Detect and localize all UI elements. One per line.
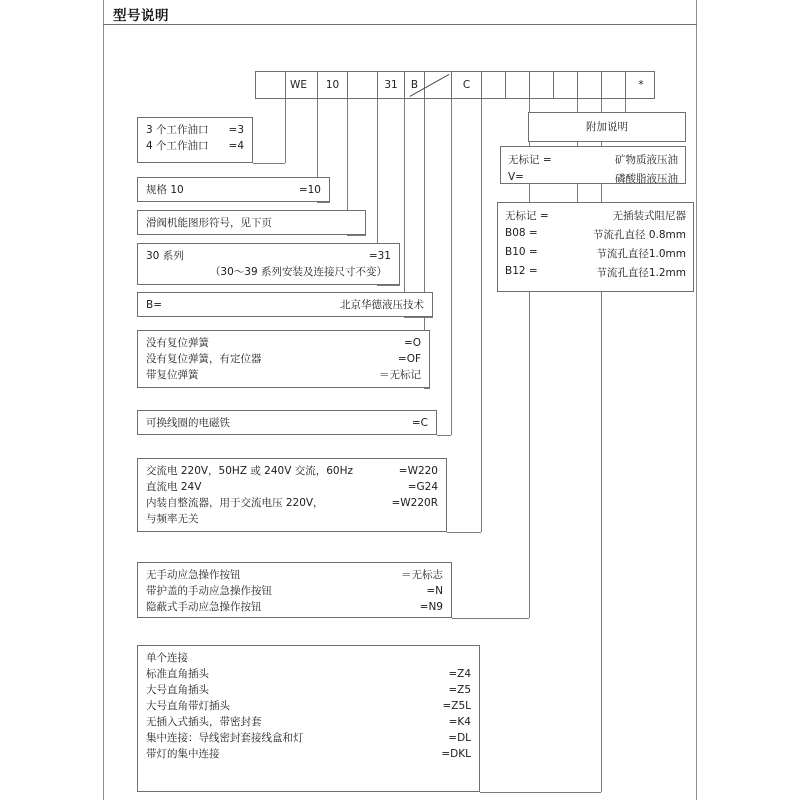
model-code-cell: B [405,72,425,98]
legend-row [508,152,678,171]
legend-label: 大号直角带灯插头 [146,700,230,712]
legend-row [146,463,438,479]
legend-label: 没有复位弹簧，有定位器 [146,353,262,365]
legend-row [146,682,471,698]
legend-row [146,335,421,351]
legend-code: ＝无标志 [401,569,443,581]
legend-code: ＝无标记 [379,369,421,381]
model-code-cell: 10 [318,72,348,98]
legend-box-return-spring [137,330,430,388]
legend-row [146,479,438,495]
legend-row [146,248,391,264]
legend-row [505,246,686,265]
legend-title: 附加说明 [586,121,628,133]
legend-row [146,746,471,762]
legend-code: =10 [298,184,321,196]
legend-row [146,730,471,746]
legend-box-series [137,243,400,285]
legend-box-size [137,177,330,202]
legend-subnote: （30～39 系列安装及连接尺寸不变） [209,266,387,278]
model-code-cell [348,72,378,98]
leader-horizontal [347,235,366,236]
model-code-cell [602,72,626,98]
legend-code: =Z5 [448,684,471,696]
legend-box-connector [137,645,480,792]
leader-horizontal [452,618,529,619]
model-code-cell [506,72,530,98]
legend-code: =N [426,585,443,597]
legend-row [146,297,424,313]
legend-box-spool-symbol [137,210,366,235]
legend-row [146,698,471,714]
legend-row [146,415,428,431]
page-title: 型号说明 [113,8,169,24]
legend-row [508,171,678,190]
legend-label: B12 = [505,265,538,277]
legend-label: 交流电 220V，50HZ 或 240V 交流，60Hz [146,465,354,477]
legend-label: 标准直角插头 [146,668,209,680]
leader-horizontal [317,202,330,203]
legend-box-manufacturer [137,292,433,317]
legend-label: 无标记 = [505,210,549,222]
legend-box-additional-note [528,112,686,142]
legend-label: 直流电 24V [146,481,202,493]
legend-label: 30 系列 [146,250,184,262]
model-code-cell: WE [286,72,318,98]
leader-horizontal [253,163,285,164]
legend-box-solenoid [137,410,437,435]
legend-code: 北京华德液压技术 [340,299,424,311]
legend-row [146,567,443,583]
legend-row [146,215,357,231]
legend-label: 大号直角插头 [146,684,209,696]
legend-row [146,511,438,527]
model-code-cell [578,72,602,98]
leader-horizontal [437,435,451,436]
legend-row [146,495,438,511]
header-divider [103,24,697,25]
leader-horizontal [404,317,433,318]
leader-vertical [404,99,405,317]
legend-row [505,265,686,284]
legend-label: 内装自整流器，用于交流电压 220V， [146,497,324,509]
legend-code: =OF [397,353,421,365]
model-code-cell: C [452,72,482,98]
legend-code: =31 [368,250,391,262]
legend-box-fluid-type [500,146,686,184]
legend-code: =W220R [391,497,438,509]
legend-value: 节流孔直径 0.8mm [593,229,686,241]
legend-row [505,227,686,246]
leader-vertical [625,99,626,112]
leader-horizontal [447,532,481,533]
legend-box-manual-override [137,562,452,618]
legend-label: 与频率无关 [146,513,199,525]
legend-code: =C [411,417,428,429]
legend-code: =N9 [419,601,443,613]
legend-code: =Z5L [442,700,471,712]
legend-code: =G24 [407,481,438,493]
leader-horizontal [377,285,400,286]
legend-label: 规格 10 [146,184,184,196]
model-code-cell [530,72,554,98]
legend-label: 没有复位弹簧 [146,337,209,349]
legend-code: =W220 [398,465,438,477]
model-code-cell [482,72,506,98]
legend-code: =4 [228,140,244,152]
legend-label: 单个连接 [146,652,188,664]
leader-horizontal [424,388,430,389]
legend-label: 无插入式插头，带密封套 [146,716,262,728]
legend-label: 4 个工作油口 [146,140,209,152]
legend-label: B10 = [505,246,538,258]
legend-row [146,122,244,138]
legend-box-damper [497,202,694,292]
legend-label: 带复位弹簧 [146,369,199,381]
leader-vertical [451,99,452,435]
legend-label: 3 个工作油口 [146,124,209,136]
legend-code: =DKL [441,748,471,760]
legend-label: 带护盖的手动应急操作按钮 [146,585,272,597]
legend-value: 无插装式阻尼器 [612,210,686,222]
legend-value: 磷酸脂液压油 [615,173,678,185]
legend-label: 滑阀机能图形符号，见下页 [146,217,272,229]
legend-row [146,367,421,383]
legend-code: =DL [448,732,471,744]
leader-vertical [481,99,482,532]
legend-label: 集中连接：导线密封套接线盒和灯 [146,732,304,744]
legend-label: B= [146,299,163,311]
legend-box-voltage [137,458,447,532]
legend-label: 隐蔽式手动应急操作按钮 [146,601,262,613]
legend-value: 矿物质液压油 [615,154,678,166]
model-code-cell: * [638,79,644,91]
model-code-cell: 31 [378,72,405,98]
legend-value: 节流孔直径1.0mm [596,248,686,260]
legend-label: V= [508,171,524,183]
model-code-cell [554,72,578,98]
legend-label: 无手动应急操作按钮 [146,569,241,581]
legend-row [146,583,443,599]
model-code-boxes [255,71,655,99]
legend-row [505,208,686,227]
legend-row [146,351,421,367]
legend-label: B08 = [505,227,538,239]
legend-row [146,182,321,198]
legend-row [146,650,471,666]
legend-row [146,138,244,154]
legend-code: =K4 [448,716,471,728]
legend-label: 可换线圈的电磁铁 [146,417,230,429]
legend-code: =O [403,337,421,349]
legend-row [146,666,471,682]
legend-value: 节流孔直径1.2mm [596,267,686,279]
legend-box-ports [137,117,253,163]
legend-row [146,599,443,615]
legend-code: =Z4 [448,668,471,680]
leader-horizontal [480,792,601,793]
legend-code: =3 [228,124,244,136]
legend-row [146,714,471,730]
legend-label: 无标记 = [508,154,552,166]
legend-label: 带灯的集中连接 [146,748,220,760]
leader-vertical [285,99,286,163]
model-code-cell [256,72,286,98]
